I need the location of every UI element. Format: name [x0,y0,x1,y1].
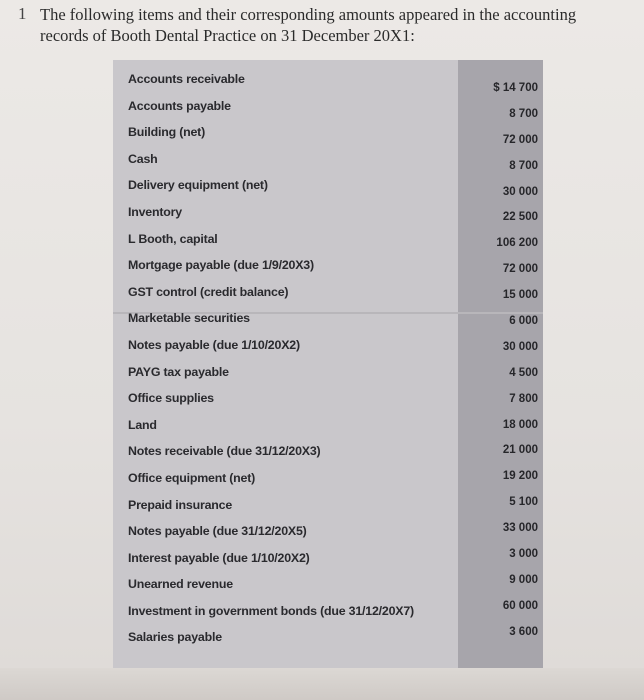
item-label: Land [128,417,157,432]
item-label: Notes receivable (due 31/12/20X3) [128,444,321,459]
item-amount: 18 000 [502,418,538,431]
item-label: Accounts payable [128,98,231,113]
item-amount: 6 000 [509,315,538,328]
item-amount: 7 800 [509,392,538,405]
item-label: Investment in government bonds (due 31/12/20X7) [128,603,414,618]
item-label: Marketable securities [128,311,250,326]
item-amount: 19 200 [502,470,538,483]
item-amount: 4 500 [509,366,538,379]
item-amount: 3 600 [509,625,538,638]
item-label: Office supplies [128,391,214,406]
item-label: Delivery equipment (net) [128,178,268,193]
item-label: Mortgage payable (due 1/9/20X3) [128,258,314,273]
item-amount: 72 000 [502,263,538,276]
question-number: 1 [18,4,27,23]
item-amount: 22 500 [502,211,538,224]
item-amount: 15 000 [502,289,538,302]
item-label: Accounts receivable [128,72,245,86]
item-amount: 30 000 [502,340,538,353]
item-amount: 9 000 [509,573,538,586]
accounts-table [113,60,543,668]
item-label: L Booth, capital [128,231,218,246]
item-amount: 21 000 [502,444,538,457]
item-label: Unearned revenue [128,577,233,592]
item-label: Interest payable (due 1/10/20X2) [128,550,310,565]
question-text [40,4,640,46]
item-amount: 8 700 [509,159,538,172]
item-amount: 33 000 [502,522,538,535]
item-amount: 8 700 [509,107,538,120]
item-label: GST control (credit balance) [128,284,289,299]
item-amount: 60 000 [502,599,538,612]
item-label: Building (net) [128,125,206,140]
item-amount: 72 000 [502,133,538,146]
item-amount: $ 14 700 [493,82,538,94]
item-amount: 30 000 [502,185,538,198]
item-label: PAYG tax payable [128,364,229,379]
item-label: Salaries payable [128,630,222,645]
item-amount: 3 000 [509,548,538,561]
item-label: Prepaid insurance [128,497,233,512]
item-label: Notes payable (due 1/10/20X2) [128,337,300,352]
item-amounts [458,76,538,646]
page-bottom-edge [0,668,644,700]
question-line-2: records of Booth Dental Practice on 31 December 20X1: [40,26,415,45]
item-label: Office equipment (net) [128,470,256,485]
item-amount: 5 100 [509,496,538,509]
item-label: Cash [128,151,158,166]
item-labels [128,66,448,651]
item-label: Inventory [128,204,182,219]
item-amount: 106 200 [496,237,538,250]
question-line-1: The following items and their corresponding amounts appeared in the accounting [40,5,577,24]
item-label: Notes payable (due 31/12/20X5) [128,524,307,539]
